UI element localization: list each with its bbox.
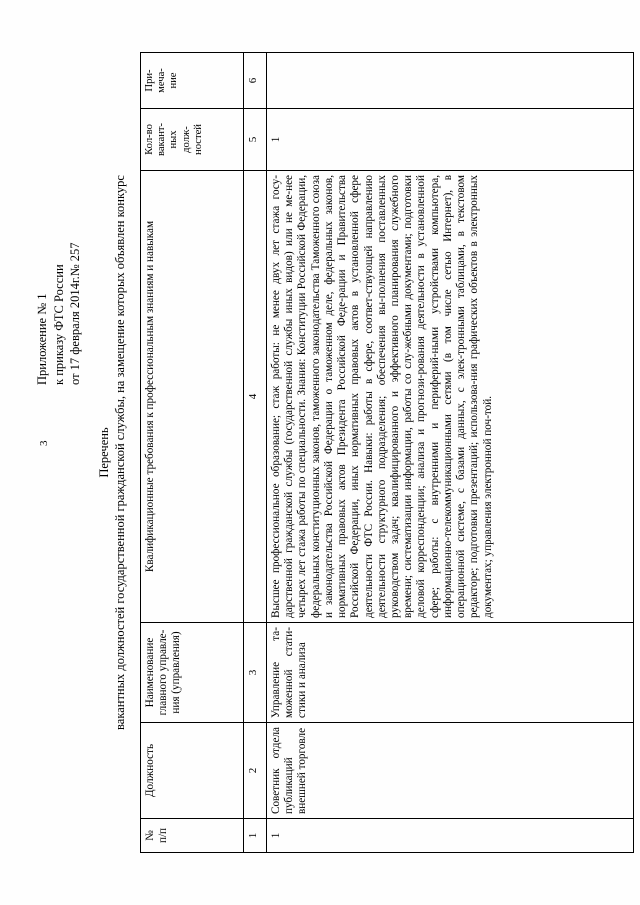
header-cell-requirements xyxy=(141,171,244,623)
column-number-2: 2 xyxy=(244,723,267,819)
row-vacancies: 1 xyxy=(267,109,634,171)
header-requirements-label: Квалификационные требования к профессиональным знаниям и навыкам xyxy=(144,220,156,573)
header-line-2: к приказу ФТС России xyxy=(51,264,66,385)
header-cell-number xyxy=(141,819,244,853)
header-vacancies-line-3: ных xyxy=(168,130,180,149)
header-vacancies-line-4: долж- xyxy=(180,126,192,153)
header-vacancies-line-2: вакант- xyxy=(156,122,168,157)
header-department-line-3: ния (управления) xyxy=(169,631,182,714)
row-position: Советник отдела публикаций внешней торговле xyxy=(267,723,634,819)
column-number-1: 1 xyxy=(244,819,267,853)
header-vacancies-line-1: Кол-во xyxy=(144,124,155,155)
page-number: 3 xyxy=(38,440,50,446)
table-header-row xyxy=(141,53,244,853)
column-number-3: 3 xyxy=(244,623,267,723)
row-note xyxy=(267,53,634,109)
header-cell-department xyxy=(141,623,244,723)
header-number-line-1: № xyxy=(144,830,156,841)
header-department-line-2: главного управле- xyxy=(156,629,169,716)
header-note-line-3: ние xyxy=(168,72,180,89)
header-department-line-1: Наименование xyxy=(144,637,156,708)
row-number: 1 xyxy=(267,819,634,853)
header-cell-note xyxy=(141,53,244,109)
column-number-6: 6 xyxy=(244,53,267,109)
header-line-3: от 17 февраля 2014г.№ 257 xyxy=(68,242,82,385)
column-number-4: 4 xyxy=(244,171,267,623)
header-note-line-1: При- xyxy=(144,69,155,92)
row-requirements: Высшее профессиональное образование; стаж работы: не менее двух лет стажа госу-дарственной гражданской службы (государственной службы иных видов) или не ме-нее четырех лет стажа работы по специальности. Знания: Конституции Российской Федерации, федеральных конституционных законов, таможенного законодательства Таможенного союза и законодательства Российской Федерации о таможенном деле, федеральных законов, нормативных правовых актов Президента Российской Феде-рации и Правительства Российской Федерации, иных нормативных правовых актов в установленной сфере деятельности ФТС России. Навыки: работы в сфере, соответ-ствующей направлению деятельности структурного подразделения; обеспечения вы-полнения поставленных руководством задач; квалифицированного и эффективного планирования служебного времени; систематизации информации, работы со слу-жебными документами; подготовки деловой корреспонденции; анализа и прогнози-рования деятельности в установленной сфере; работы: с внутренними и периферий-ными устройствами компьютера, информационно-телекоммуникационными сетями (в том числе сетью Интернет), в операционной системе, с базами данных, с элек-тронными таблицами, в текстовом редакторе; подготовки презентаций; использова-ния графических объектов в электронных документах; управления электронной поч-той. xyxy=(267,171,634,623)
header-cell-vacancies xyxy=(141,109,244,171)
header-vacancies-line-5: ностей xyxy=(192,124,204,155)
header-line-1: Приложение № 1 xyxy=(35,293,49,385)
column-number-5: 5 xyxy=(244,109,267,171)
header-cell-position xyxy=(141,723,244,819)
title-line-1: Перечень xyxy=(97,427,111,478)
document-header xyxy=(34,242,84,385)
table-row xyxy=(267,53,634,853)
header-position-label: Должность xyxy=(144,743,156,798)
table-column-number-row xyxy=(244,53,267,853)
vacancies-table xyxy=(140,52,634,853)
document-title xyxy=(96,0,129,905)
row-department: Управление та-моженной стати-стики и анализа xyxy=(267,623,634,723)
header-number-line-2: п/п xyxy=(156,827,169,844)
title-line-2: вакантных должностей государственной гражданской службы, на замещение которых объявлен конкурс xyxy=(113,175,128,730)
header-note-line-2: меча- xyxy=(156,68,168,93)
